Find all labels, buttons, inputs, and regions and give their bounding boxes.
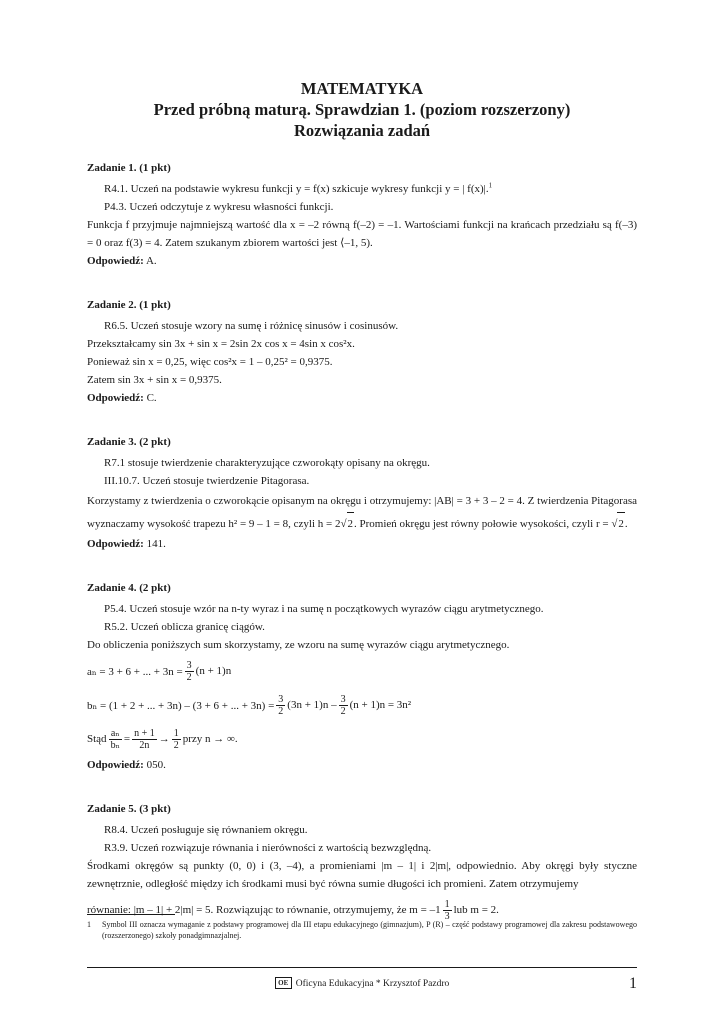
task-2-solution-line-1: Przekształcamy sin 3x + sin x = 2sin 2x cos x = 4sin x cos²x. <box>87 338 355 350</box>
answer-label: Odpowiedź: <box>87 255 144 267</box>
answer-label: Odpowiedź: <box>87 392 144 404</box>
task-1-requirement-1-text: R4.1. Uczeń na podstawie wykresu funkcji y = f(x) szkicuje wykresy funkcji y = | f(x)|. <box>104 183 489 195</box>
footer-divider <box>87 967 637 968</box>
task-3-solution-part-b: . Promień okręgu jest równy połowie wysokości, czyli r = <box>354 518 612 530</box>
sqrt-icon: √ <box>611 518 618 530</box>
answer-value: A. <box>143 255 157 267</box>
fraction-numerator: 1 <box>173 727 179 739</box>
fraction <box>109 728 122 751</box>
task-4-equation-b <box>87 688 637 722</box>
task-3-requirement-2: III.10.7. Uczeń stosuje twierdzenie Pitagorasa. <box>104 475 310 487</box>
fraction <box>172 728 181 751</box>
equation-b-left: bₙ = (1 + 2 + ... + 3n) – (3 + 6 + ... + 3n) = <box>87 699 275 712</box>
task-4-requirement-1: P5.4. Uczeń stosuje wzór na n-ty wyraz i na sumę n początkowych wyrazów ciągu arytmetycznego. <box>104 603 544 615</box>
equation-b-right: (n + 1)n = 3n² <box>349 699 412 711</box>
task-4-equation-a <box>87 654 637 688</box>
task-4-limit <box>87 722 637 756</box>
publisher-logo-icon: OE <box>275 977 292 989</box>
title-exam: Przed próbną maturą. Sprawdzian 1. (poziom rozszerzony) <box>153 100 571 119</box>
equation-b-middle: (3n + 1)n – <box>287 699 337 711</box>
task-2-requirement-1: R6.5. Uczeń stosuje wzory na sumę i różnicę sinusów i cosinusów. <box>104 320 399 332</box>
task-5 <box>87 802 637 927</box>
task-2-solution-line-3: Zatem sin 3x + sin x = 0,9375. <box>87 374 222 386</box>
fraction-numerator: n + 1 <box>134 727 155 739</box>
fraction-denominator: 2 <box>278 705 284 717</box>
task-5-solution: Środkami okręgów są punkty (0, 0) i (3, –4), a promieniami |m – 1| i 2|m|, odpowiednio. Aby okręgi były styczne zewnętrznie, odległość między ich środkami musi być równa sumie długości ich promieni. Zatem otrzymujemy <box>87 860 637 890</box>
task-4-answer <box>87 756 637 774</box>
task-2-answer <box>87 389 637 407</box>
answer-value: 141. <box>143 538 166 550</box>
task-3-solution-part-a: Korzystamy z twierdzenia o czworokącie opisanym na okręgu i otrzymujemy: |AB| = 3 + 3 – 2 = 4. Z twierdzenia Pitagorasa wyznaczamy wysokość trapezu h² = 9 – 1 = 8, czyli h = 2 <box>87 495 637 530</box>
task-4 <box>87 581 637 774</box>
footer-publisher <box>87 974 637 994</box>
task-4-heading: Zadanie 4. (2 pkt) <box>87 582 171 594</box>
answer-label: Odpowiedź: <box>87 538 144 550</box>
task-5-last-line-b: lub m = 2. <box>453 904 499 916</box>
task-4-intro: Do obliczenia poniższych sum skorzystamy, ze wzoru na sumę wyrazów ciągu arytmetycznego. <box>87 639 510 651</box>
fraction-numerator: aₙ <box>110 727 120 739</box>
task-4-requirement-2: R5.2. Uczeń oblicza granicę ciągów. <box>104 621 265 633</box>
sqrt-radicand: 2 <box>617 512 625 535</box>
page-footer <box>87 974 637 994</box>
fraction-numerator: 3 <box>186 659 192 671</box>
fraction-denominator: 3 <box>444 910 450 922</box>
task-1-requirement-1 <box>87 180 637 198</box>
task-1-answer <box>87 252 637 270</box>
publisher-name: Oficyna Edukacyjna * Krzysztof Pazdro <box>295 979 450 989</box>
fraction <box>276 694 285 717</box>
fraction-numerator: 3 <box>340 693 346 705</box>
task-3-solution-part-c: . <box>624 518 628 530</box>
limit-suffix: przy n → ∞. <box>182 733 238 745</box>
fraction-denominator: bₙ <box>110 739 120 751</box>
document-page <box>87 78 637 927</box>
task-1 <box>87 161 637 270</box>
fraction <box>132 728 157 751</box>
task-1-requirement-2: P4.3. Uczeń odczytuje z wykresu własności funkcji. <box>104 201 334 213</box>
page-number: 1 <box>629 975 637 992</box>
limit-prefix: Stąd <box>87 733 107 745</box>
title-solutions: Rozwiązania zadań <box>293 121 431 140</box>
task-1-heading: Zadanie 1. (1 pkt) <box>87 162 171 174</box>
fraction-numerator: 1 <box>444 898 450 910</box>
fraction-denominator: 2n <box>139 739 150 751</box>
task-5-requirement-2: R3.9. Uczeń rozwiązuje równania i nierówności z wartością bezwzględną. <box>104 842 432 854</box>
footnote-reference[interactable]: 1 <box>488 181 493 190</box>
equals-sign: = <box>123 733 131 745</box>
fraction-denominator: 2 <box>173 739 179 751</box>
answer-label: Odpowiedź: <box>87 759 144 771</box>
task-2-heading: Zadanie 2. (1 pkt) <box>87 299 171 311</box>
document-title <box>87 78 637 141</box>
arrow-right-icon: → <box>158 733 170 745</box>
footnote-text: Symbol III oznacza wymaganie z podstawy programowej dla III etapu edukacyjnego (gimnazjum), P (R) – część podstawy programowej dla zakresu podstawowego (rozszerzonego) szkoły ponadgimnazjalnej. <box>102 920 637 940</box>
answer-value: C. <box>143 392 157 404</box>
footnote <box>87 919 637 941</box>
equation-a-right: (n + 1)n <box>195 665 232 677</box>
task-3-solution <box>87 490 637 535</box>
fraction <box>185 660 194 683</box>
fraction-denominator: 2 <box>186 671 192 683</box>
task-5-requirement-1: R8.4. Uczeń posługuje się równaniem okręgu. <box>104 824 308 836</box>
task-3-requirement-1: R7.1 stosuje twierdzenie charakteryzujące czworokąty opisany na okręgu. <box>104 457 430 469</box>
task-3 <box>87 435 637 553</box>
answer-value: 050. <box>143 759 166 771</box>
task-2 <box>87 298 637 407</box>
sqrt-radicand: 2 <box>347 512 355 535</box>
task-5-last-line-a: równanie: |m – 1| + 2|m| = 5. Rozwiązując to równanie, otrzymujemy, że m = –1 <box>87 904 441 916</box>
task-3-heading: Zadanie 3. (2 pkt) <box>87 436 171 448</box>
equation-a-left: aₙ = 3 + 6 + ... + 3n = <box>87 665 183 678</box>
task-1-solution: Funkcja f przyjmuje najmniejszą wartość dla x = –2 równą f(–2) = –1. Wartościami funkcji na krańcach przedziału są f(–3) = 0 oraz f(3) = 4. Zatem szukanym zbiorem wartości jest ⟨–1, 5). <box>87 219 637 249</box>
fraction-denominator: 2 <box>340 705 346 717</box>
task-2-solution-line-2: Ponieważ sin x = 0,25, więc cos²x = 1 – 0,25² = 0,9375. <box>87 356 333 368</box>
task-3-answer <box>87 535 637 553</box>
sqrt-icon: √ <box>340 518 347 530</box>
fraction-numerator: 3 <box>278 693 284 705</box>
footnote-number: 1 <box>87 920 91 929</box>
footnote-divider <box>87 914 175 915</box>
task-5-heading: Zadanie 5. (3 pkt) <box>87 803 171 815</box>
fraction <box>339 694 348 717</box>
title-subject: MATEMATYKA <box>300 79 424 98</box>
